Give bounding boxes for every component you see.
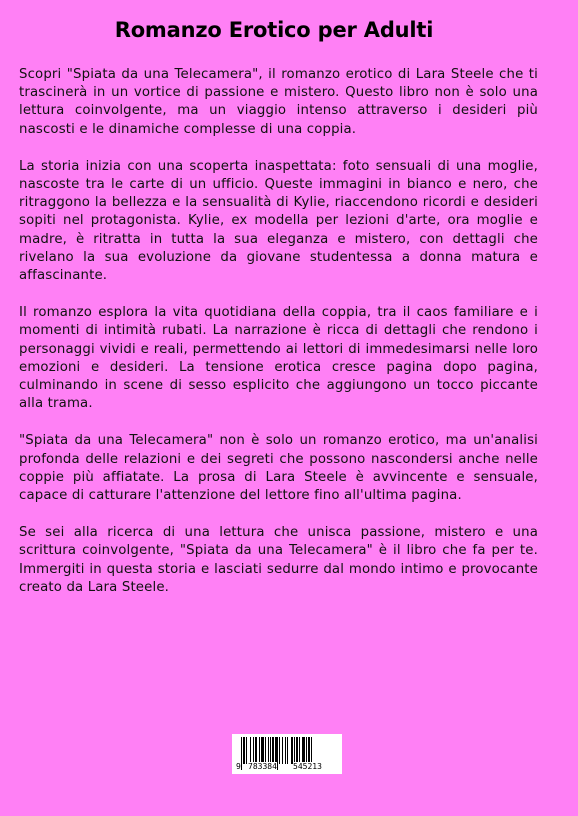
barcode-bar: [306, 737, 307, 764]
barcode-bar: [270, 737, 271, 764]
barcode-bar: [279, 737, 280, 764]
barcode-right-group: 545213: [293, 762, 322, 771]
barcode-bar: [243, 737, 245, 764]
barcode-bar: [268, 737, 269, 764]
barcode-bar: [250, 737, 251, 764]
paragraph-closing: Se sei alla ricerca di una lettura che unisca passione, mistero e una scrittura coinvolgente, "Spiata da una Telecamera" è il libro che fa per te. Immergiti in questa storia e lasciati sedurre dal mondo intimo e provocante creato da Lara Steele.: [19, 525, 538, 595]
barcode-bar: [291, 737, 293, 764]
barcode-bar: [259, 737, 260, 764]
barcode-bar: [299, 737, 300, 764]
barcode-bar: [261, 737, 264, 764]
barcode-bar: [294, 737, 295, 764]
barcode-bar: [253, 737, 254, 764]
barcode-bar: [282, 737, 283, 764]
paragraph-intro: Scopri "Spiata da una Telecamera", il romanzo erotico di Lara Steele che ti trascinerà in un vortice di passione e mistero. Questo libro non è solo una lettura coinvolgente, ma un viaggio intenso attraverso i desideri più nascosti e le dinamiche complesse di una coppia.: [19, 67, 538, 137]
isbn-barcode: [232, 734, 342, 774]
barcode-bar: [308, 737, 310, 764]
paragraph-story: La storia inizia con una scoperta inaspettata: foto sensuali di una moglie, nascoste tra le carte di un ufficio. Queste immagini in bianco e nero, che ritraggono la bellezza e la sensualità di Kylie, riaccendono ricordi e desideri sopiti nel protagonista. Kylie, ex modella per lezioni d'arte, ora moglie e madre, è ritratta in tutta la sua eleganza e mistero, con dettagli che rivelano la sua evoluzione da giovane studentessa a donna matura e affascinante.: [19, 158, 538, 284]
barcode-bar: [265, 737, 266, 764]
barcode-digits: [232, 761, 342, 771]
barcode-bar: [287, 737, 288, 764]
page-title: Romanzo Erotico per Adulti: [114, 18, 434, 42]
barcode-bar: [296, 737, 298, 764]
barcode-bar: [272, 737, 274, 764]
barcode-bar: [302, 737, 305, 764]
paragraph-analysis: "Spiata da una Telecamera" non è solo un romanzo erotico, ma un'analisi profonda delle relazioni e dei segreti che possono nascondersi anche nelle coppie più affiatate. La prosa di Lara Steele è avvincente e sensuale, capace di catturare l'attenzione del lettore fino all'ultima pagina.: [19, 433, 538, 504]
barcode-left-group: 783384: [248, 762, 277, 771]
barcode-bar: [255, 737, 257, 764]
barcode-bar: [285, 737, 286, 764]
barcode-first-digit: 9: [236, 762, 241, 771]
barcode-bar: [246, 737, 247, 764]
paragraph-daily-life: Il romanzo esplora la vita quotidiana della coppia, tra il caos familiare e i momenti di intimità rubati. La narrazione è ricca di dettagli che rendono i personaggi vividi e reali, permettendo ai lettori di immedesimarsi nelle loro emozioni e desideri. La tensione erotica cresce pagina dopo pagina, culminando in scene di sesso esplicito che aggiungono un tocco piccante alla trama.: [19, 305, 538, 412]
description-body: [19, 66, 538, 616]
